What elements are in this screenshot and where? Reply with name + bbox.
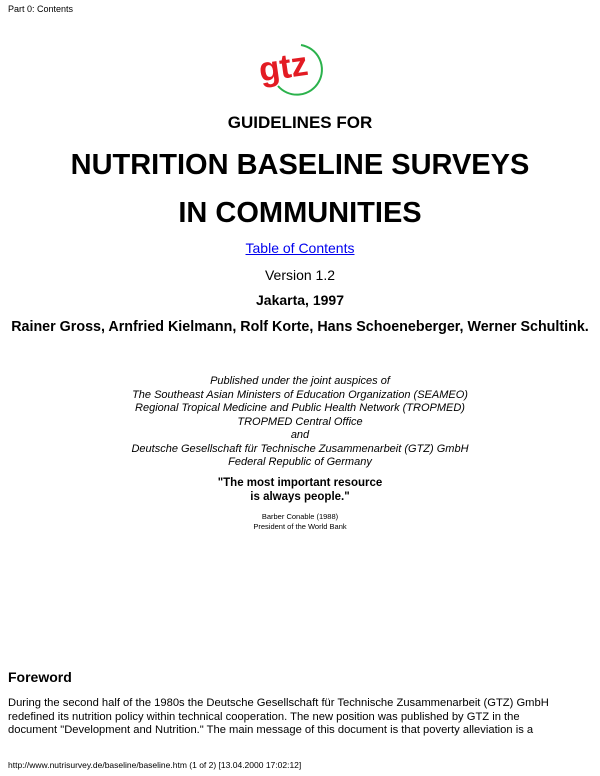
auspices-line: Deutsche Gesellschaft für Technische Zusammenarbeit (GTZ) GmbH [131, 442, 469, 455]
authors-list: Rainer Gross, Arnfried Kielmann, Rolf Korte, Hans Schoeneberger, Werner Schultink. [11, 319, 589, 335]
page-header: Part 0: Contents [8, 4, 74, 14]
auspices-block [0, 375, 600, 470]
foreword-line: During the second half of the 1980s the Deutsche Gesellschaft für Technische Zusammenarbeit (GTZ) GmbH [8, 697, 549, 709]
attribution-role: President of the World Bank [253, 521, 347, 531]
foreword-line: redefined its nutrition policy within technical cooperation. The new position was published by GTZ in the [8, 710, 520, 723]
quote-attribution [0, 512, 600, 531]
table-of-contents-link[interactable]: Table of Contents [245, 240, 355, 256]
logo-text: gtz [256, 44, 311, 90]
auspices-line: The Southeast Asian Ministers of Education Organization (SEAMEO) [132, 388, 468, 401]
gtz-logo [255, 38, 335, 100]
attribution-author: Barber Conable (1988) [261, 512, 339, 521]
document-title-line-2: IN COMMUNITIES [178, 197, 422, 229]
auspices-line: Published under the joint auspices of [210, 375, 390, 387]
quote-line: "The most important resource [217, 477, 383, 489]
auspices-line: and [290, 429, 310, 441]
auspices-line: Federal Republic of Germany [228, 456, 372, 468]
guidelines-heading: GUIDELINES FOR [227, 113, 373, 132]
foreword-body [8, 697, 594, 738]
foreword-heading: Foreword [8, 669, 72, 685]
quote-line: is always people." [250, 491, 350, 503]
page-footer-url: http://www.nutrisurvey.de/baseline/baseline.htm (1 of 2) [13.04.2000 17:02:12] [8, 760, 302, 770]
document-title-line-1: NUTRITION BASELINE SURVEYS [70, 149, 530, 181]
toc-link-container [0, 240, 600, 256]
auspices-line: TROPMED Central Office [237, 415, 363, 428]
place-year: Jakarta, 1997 [256, 292, 344, 308]
foreword-line: document "Development and Nutrition." The main message of this document is that poverty alleviation is a [8, 724, 534, 736]
gtz-logo-icon [255, 38, 335, 100]
version-text: Version 1.2 [264, 267, 336, 283]
quote-block [0, 476, 600, 504]
auspices-line: Regional Tropical Medicine and Public Health Network (TROPMED) [135, 402, 465, 414]
